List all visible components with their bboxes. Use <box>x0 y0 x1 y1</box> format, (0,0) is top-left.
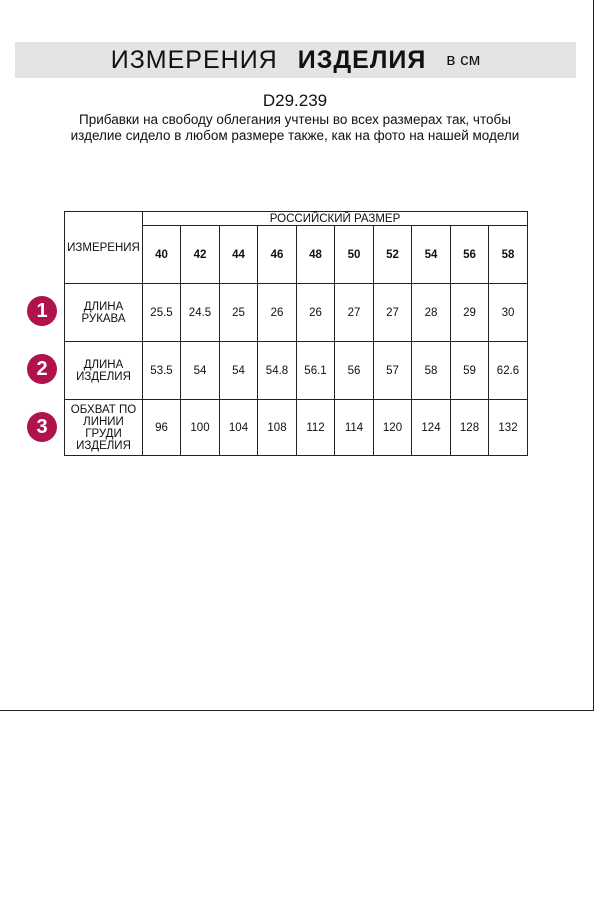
row-2-number-badge: 2 <box>27 354 57 384</box>
row-label-chest-girth: ОБХВАТ ПО ЛИНИИ ГРУДИ ИЗДЕЛИЯ <box>65 400 143 456</box>
size-header: 40 <box>143 226 181 284</box>
table-cell: 54 <box>220 342 258 400</box>
size-header: 50 <box>335 226 374 284</box>
table-cell: 56 <box>335 342 374 400</box>
table-cell: 29 <box>451 284 489 342</box>
table-cell: 132 <box>489 400 528 456</box>
table-cell: 59 <box>451 342 489 400</box>
table-cell: 58 <box>412 342 451 400</box>
row-label-sleeve-length: ДЛИНА РУКАВА <box>65 284 143 342</box>
table-cell: 124 <box>412 400 451 456</box>
title-banner <box>15 42 576 78</box>
title-unit: в см <box>446 50 481 69</box>
table-cell: 30 <box>489 284 528 342</box>
row-label-garment-length: ДЛИНА ИЗДЕЛИЯ <box>65 342 143 400</box>
table-cell: 25.5 <box>143 284 181 342</box>
size-header: 56 <box>451 226 489 284</box>
table-cell: 54 <box>181 342 220 400</box>
size-group-header: РОССИЙСКИЙ РАЗМЕР <box>143 212 528 226</box>
table-row <box>65 342 528 400</box>
table-cell: 108 <box>258 400 297 456</box>
table-cell: 100 <box>181 400 220 456</box>
size-header: 42 <box>181 226 220 284</box>
measurements-header: ИЗМЕРЕНИЯ <box>65 212 143 284</box>
table-cell: 26 <box>297 284 335 342</box>
table-cell: 114 <box>335 400 374 456</box>
table-cell: 25 <box>220 284 258 342</box>
row-3-number-badge: 3 <box>27 412 57 442</box>
table-cell: 112 <box>297 400 335 456</box>
table-cell: 104 <box>220 400 258 456</box>
size-header: 54 <box>412 226 451 284</box>
table-row <box>65 400 528 456</box>
table-cell: 56.1 <box>297 342 335 400</box>
fit-note: Прибавки на свободу облегания учтены во всех размерах так, чтобы изделие сидело в любом размере также, как на фото на нашей модели <box>70 112 520 143</box>
table-cell: 96 <box>143 400 181 456</box>
size-header: 44 <box>220 226 258 284</box>
table-cell: 26 <box>258 284 297 342</box>
table-cell: 27 <box>335 284 374 342</box>
table-cell: 128 <box>451 400 489 456</box>
table-cell: 120 <box>374 400 412 456</box>
table-cell: 27 <box>374 284 412 342</box>
table-cell: 62.6 <box>489 342 528 400</box>
row-1-number-badge: 1 <box>27 296 57 326</box>
size-header: 52 <box>374 226 412 284</box>
size-header: 46 <box>258 226 297 284</box>
measurements-table <box>64 211 528 456</box>
table-row <box>65 284 528 342</box>
size-header: 48 <box>297 226 335 284</box>
size-header: 58 <box>489 226 528 284</box>
product-code: D29.239 <box>262 91 328 110</box>
title-part-1: ИЗМЕРЕНИЯ <box>110 45 278 74</box>
table-cell: 57 <box>374 342 412 400</box>
table-cell: 28 <box>412 284 451 342</box>
table-cell: 54.8 <box>258 342 297 400</box>
table-cell: 53.5 <box>143 342 181 400</box>
title-part-2: ИЗДЕЛИЯ <box>297 45 427 74</box>
table-cell: 24.5 <box>181 284 220 342</box>
